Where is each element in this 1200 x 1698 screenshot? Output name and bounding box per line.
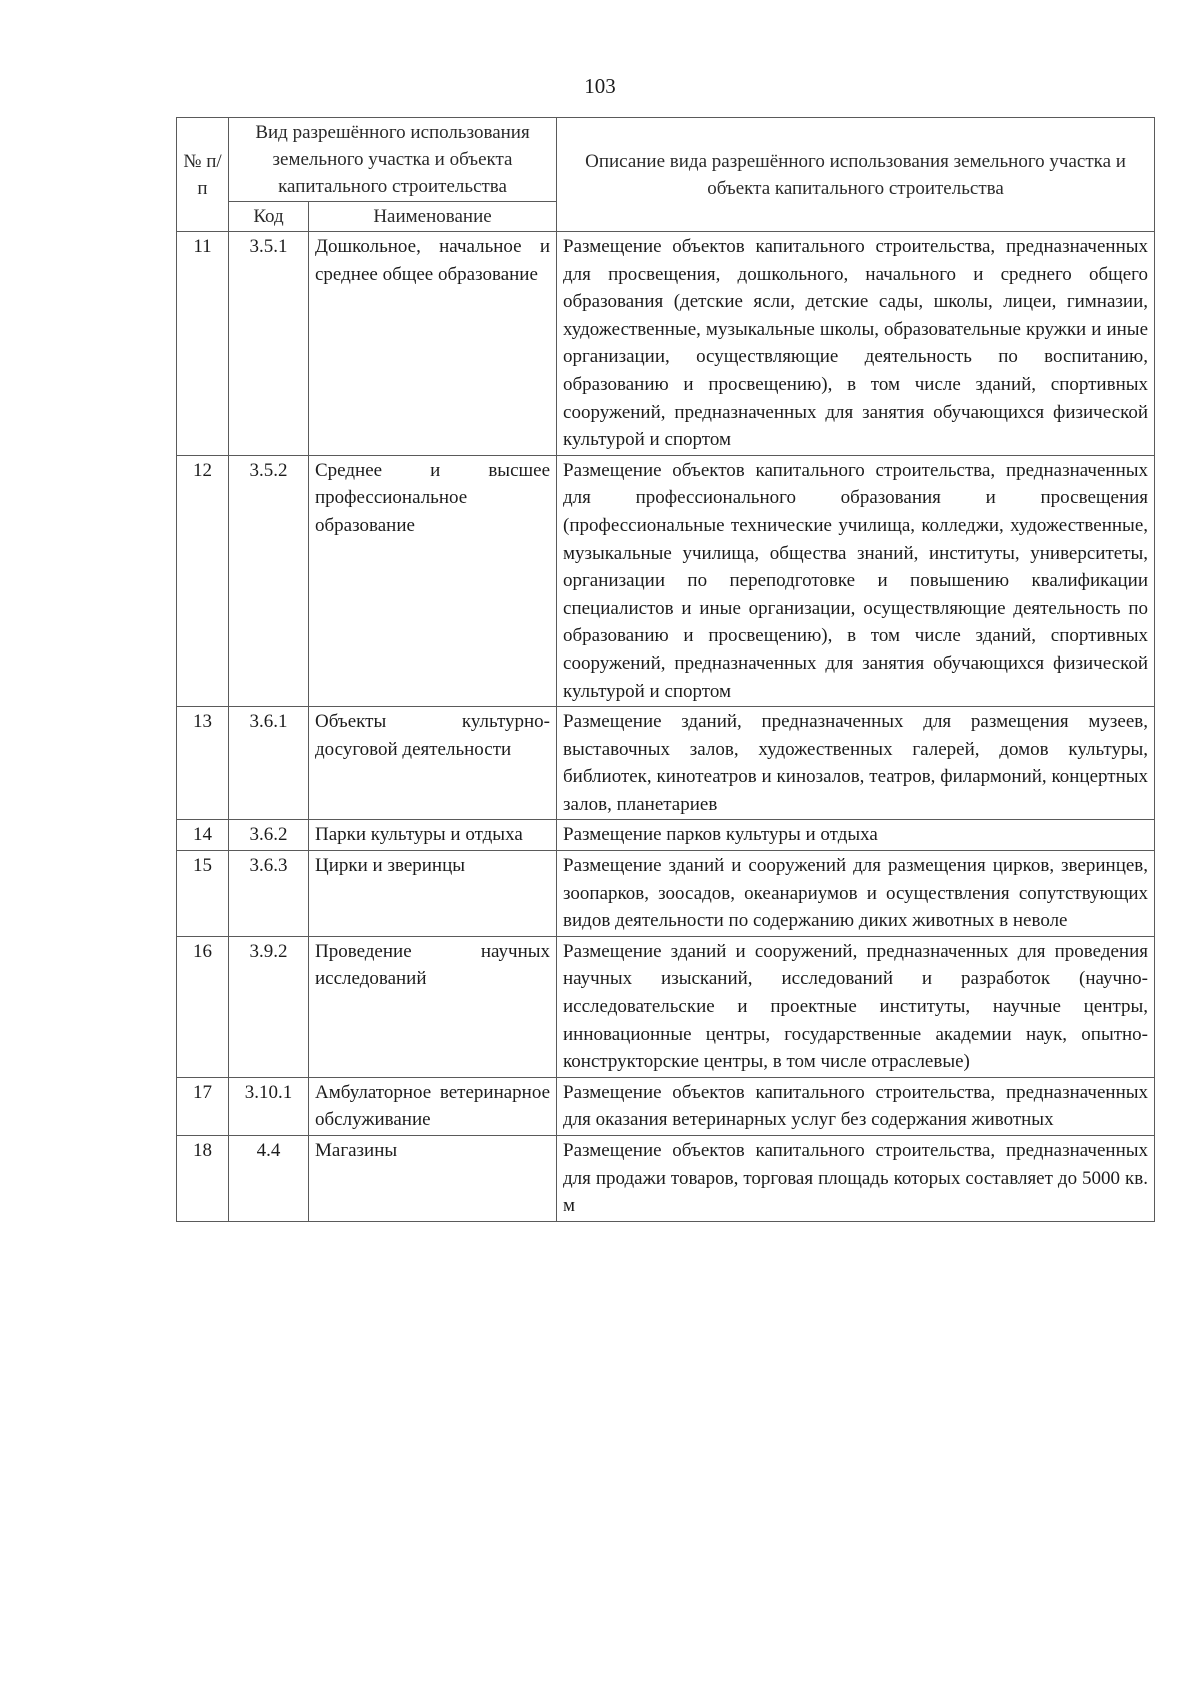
- row-num: 17: [177, 1077, 229, 1135]
- table-row: [177, 455, 1155, 706]
- row-num: 14: [177, 820, 229, 851]
- row-num: 15: [177, 851, 229, 937]
- table-row: [177, 820, 1155, 851]
- table-row: [177, 232, 1155, 456]
- table-row: [177, 851, 1155, 937]
- row-code: 3.10.1: [229, 1077, 309, 1135]
- land-use-table: [176, 117, 1155, 1222]
- row-description: Размещение объектов капитального строительства, предназначенных для продажи товаров, торговая площадь которых составляет до 5000 кв. м: [557, 1136, 1155, 1222]
- row-name: Цирки и зверинцы: [309, 851, 557, 937]
- row-name: Магазины: [309, 1136, 557, 1222]
- table-row: [177, 936, 1155, 1077]
- header-name: Наименование: [309, 202, 557, 232]
- row-name: Среднее и высшее профессиональное образование: [309, 455, 557, 706]
- row-num: 18: [177, 1136, 229, 1222]
- row-description: Размещение объектов капитального строительства, предназначенных для оказания ветеринарных услуг без содержания животных: [557, 1077, 1155, 1135]
- row-name: Парки культуры и отдыха: [309, 820, 557, 851]
- row-code: 3.5.1: [229, 232, 309, 456]
- header-row-top: [177, 118, 1155, 202]
- row-num: 13: [177, 707, 229, 820]
- header-code: Код: [229, 202, 309, 232]
- row-code: 3.6.2: [229, 820, 309, 851]
- row-code: 3.5.2: [229, 455, 309, 706]
- header-num: № п/п: [177, 118, 229, 232]
- row-num: 11: [177, 232, 229, 456]
- row-description: Размещение зданий и сооружений для размещения цирков, зверинцев, зоопарков, зоосадов, океанариумов и осуществления сопутствующих видов деятельности по содержанию диких животных в неволе: [557, 851, 1155, 937]
- row-code: 3.9.2: [229, 936, 309, 1077]
- table-row: [177, 1077, 1155, 1135]
- row-description: Размещение зданий и сооружений, предназначенных для проведения научных изысканий, исследований и разработок (научно-исследовательские и проектные институты, научные центры, инновационные центры, государственные академии наук, опытно-конструкторские центры, в том числе отраслевые): [557, 936, 1155, 1077]
- row-code: 3.6.3: [229, 851, 309, 937]
- row-num: 16: [177, 936, 229, 1077]
- header-description: Описание вида разрешённого использования земельного участка и объекта капитального строительства: [557, 118, 1155, 232]
- row-name: Объекты культурно-досуговой деятельности: [309, 707, 557, 820]
- table-row: [177, 707, 1155, 820]
- header-kind: Вид разрешённого использования земельного участка и объекта капитального строительства: [229, 118, 557, 202]
- row-name: Амбулаторное ветеринарное обслуживание: [309, 1077, 557, 1135]
- page-number: 103: [584, 74, 616, 98]
- row-description: Размещение зданий, предназначенных для размещения музеев, выставочных залов, художественных галерей, домов культуры, библиотек, кинотеатров и кинозалов, театров, филармоний, концертных залов, планетариев: [557, 707, 1155, 820]
- row-description: Размещение объектов капитального строительства, предназначенных для просвещения, дошкольного, начального и среднего общего образования (детские ясли, детские сады, школы, лицеи, гимназии, художественные, музыкальные школы, образовательные кружки и иные организации, осуществляющие деятельность по воспитанию, образованию и просвещению), в том числе зданий, спортивных сооружений, предназначенных для занятия обучающихся физической культурой и спортом: [557, 232, 1155, 456]
- row-description: Размещение объектов капитального строительства, предназначенных для профессионального образования и просвещения (профессиональные технические училища, колледжи, художественные, музыкальные училища, общества знаний, институты, университеты, организации по переподготовке и повышению квалификации специалистов и иные организации, осуществляющие деятельность по образованию и просвещению), в том числе зданий, спортивных сооружений, предназначенных для занятия обучающихся физической культурой и спортом: [557, 455, 1155, 706]
- table-row: [177, 1136, 1155, 1222]
- row-name: Дошкольное, начальное и среднее общее образование: [309, 232, 557, 456]
- row-description: Размещение парков культуры и отдыха: [557, 820, 1155, 851]
- row-name: Проведение научных исследований: [309, 936, 557, 1077]
- row-code: 4.4: [229, 1136, 309, 1222]
- row-code: 3.6.1: [229, 707, 309, 820]
- row-num: 12: [177, 455, 229, 706]
